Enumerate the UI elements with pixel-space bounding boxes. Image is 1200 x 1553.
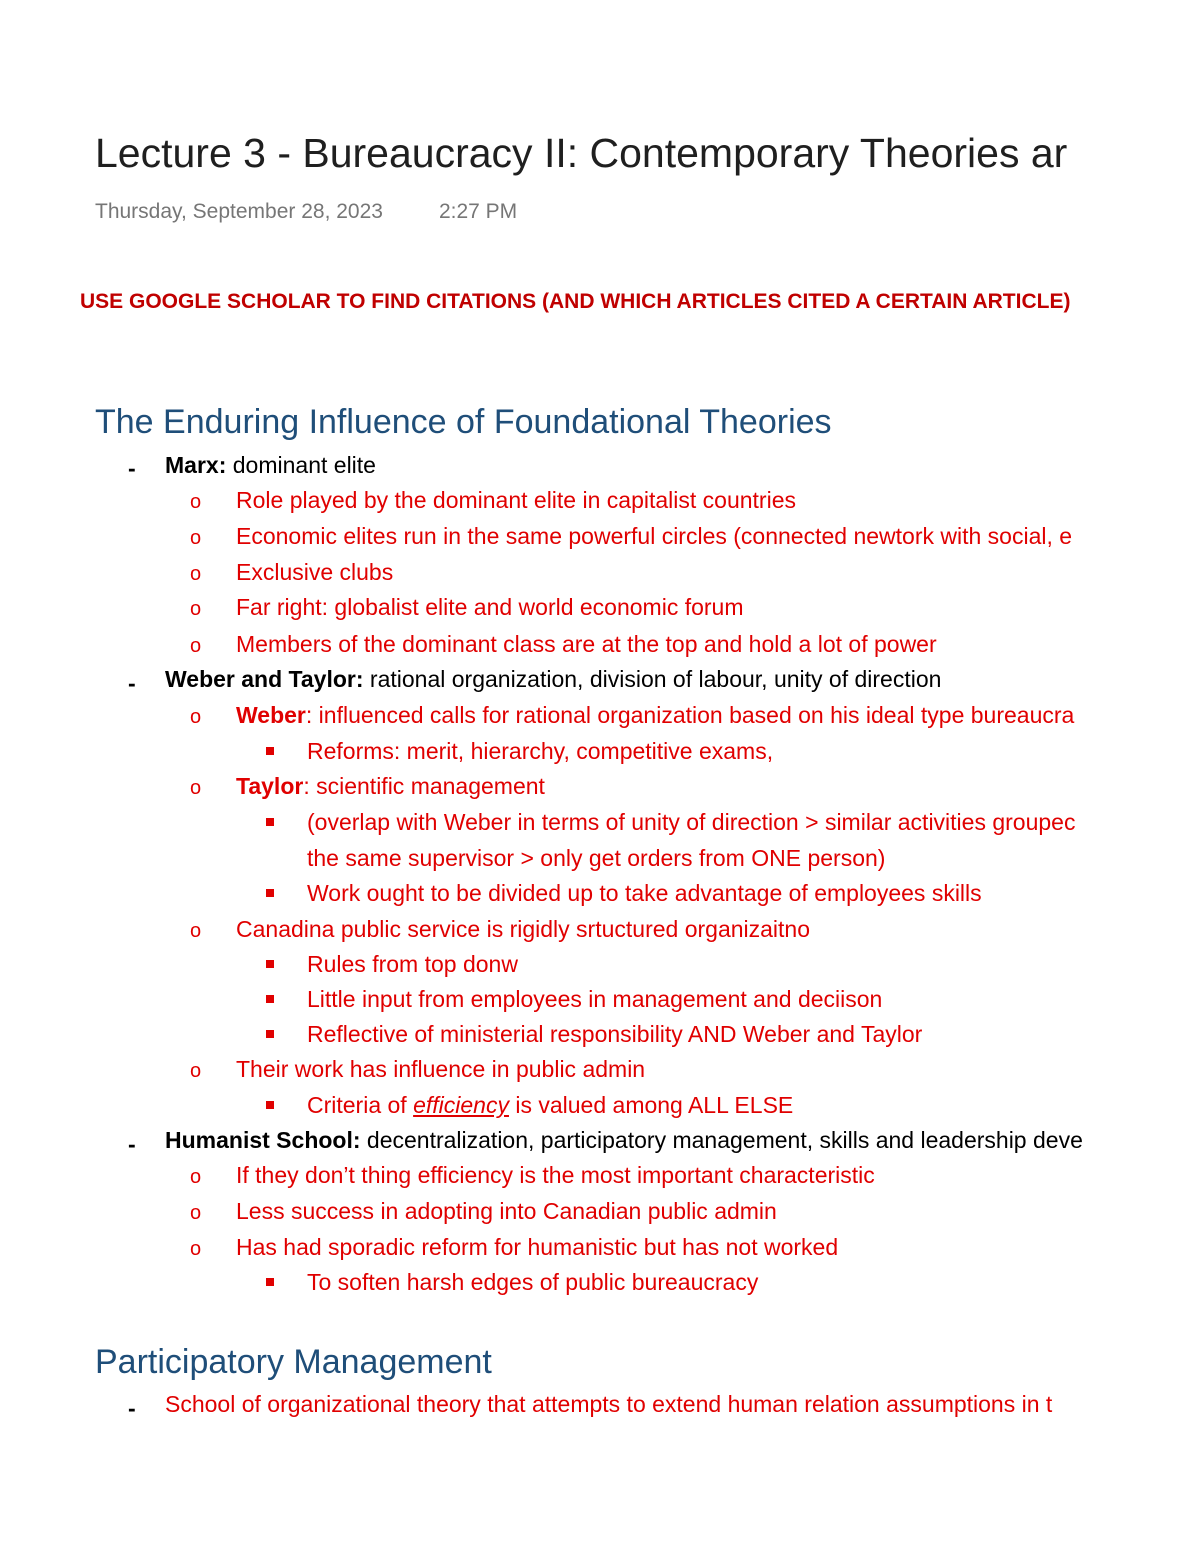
circle-bullet: o <box>190 1238 202 1260</box>
list-item: Economic elites run in the same powerful circles (connected newtork with social, e <box>236 523 1073 549</box>
list-item: Reflective of ministerial responsibility AND Weber and Taylor <box>307 1021 923 1047</box>
weber-taylor-label: Weber and Taylor: <box>165 666 364 692</box>
list-item: Rules from top donw <box>307 951 518 977</box>
note-timestamp <box>95 200 517 224</box>
circle-bullet: o <box>190 491 202 513</box>
note-time: 2:27 PM <box>438 200 518 223</box>
square-bullet <box>266 747 274 755</box>
weber-text: : influenced calls for rational organization based on his ideal type bureaucra <box>305 702 1075 728</box>
list-item: Work ought to be divided up to take advantage of employees skills <box>307 880 982 906</box>
circle-bullet: o <box>190 563 202 585</box>
taylor-label: Taylor <box>236 773 304 799</box>
circle-bullet: o <box>190 1202 202 1224</box>
taylor-text: : scientific management <box>303 773 545 799</box>
list-item-weber <box>236 702 1074 730</box>
circle-bullet: o <box>190 1166 202 1188</box>
list-item: To soften harsh edges of public bureaucracy <box>307 1269 759 1295</box>
dash-bullet: - <box>128 1131 136 1157</box>
page-title: Lecture 3 - Bureaucracy II: Contemporary Theories ar <box>95 130 1068 176</box>
criteria-pre: Criteria of <box>307 1092 414 1118</box>
dash-bullet: - <box>128 1395 136 1421</box>
criteria-post: is valued among ALL ELSE <box>508 1092 794 1118</box>
list-item-marx: Marx: dominant elite <box>165 452 376 478</box>
square-bullet <box>266 818 274 826</box>
square-bullet <box>266 995 274 1003</box>
circle-bullet: o <box>190 635 202 657</box>
square-bullet <box>266 1030 274 1038</box>
list-item-humanist <box>165 1127 1083 1155</box>
note-date: Thursday, September 28, 2023 <box>95 200 383 223</box>
square-bullet <box>266 1278 274 1286</box>
section-heading-foundational: The Enduring Influence of Foundational Theories <box>95 403 832 441</box>
list-item-weber-taylor <box>165 666 941 694</box>
section-heading-participatory: Participatory Management <box>95 1343 492 1381</box>
circle-bullet: o <box>190 920 202 942</box>
list-item: If they don’t thing efficiency is the most important characteristic <box>236 1162 875 1188</box>
banner-note: USE GOOGLE SCHOLAR TO FIND CITATIONS (AND WHICH ARTICLES CITED A CERTAIN ARTICLE) <box>80 290 1071 313</box>
list-item: (overlap with Weber in terms of unity of direction > similar activities groupec <box>307 809 1076 835</box>
list-item: Members of the dominant class are at the top and hold a lot of power <box>236 631 937 657</box>
list-item: Far right: globalist elite and world economic forum <box>236 594 744 620</box>
list-item-criteria <box>307 1092 793 1120</box>
list-item: Canadina public service is rigidly srtuctured organizaitno <box>236 916 811 942</box>
square-bullet <box>266 1101 274 1109</box>
list-item: Little input from employees in management and deciison <box>307 986 883 1012</box>
list-item: Their work has influence in public admin <box>236 1056 646 1082</box>
list-item-taylor <box>236 773 545 801</box>
circle-bullet: o <box>190 598 202 620</box>
list-item: Has had sporadic reform for humanistic but has not worked <box>236 1234 839 1260</box>
marx-text: dominant elite <box>232 452 376 478</box>
list-item-continuation: the same supervisor > only get orders from ONE person) <box>307 845 886 871</box>
list-item: Exclusive clubs <box>236 559 394 585</box>
list-item: Role played by the dominant elite in capitalist countries <box>236 487 796 513</box>
weber-label: Weber <box>236 702 306 728</box>
square-bullet <box>266 889 274 897</box>
circle-bullet: o <box>190 1060 202 1082</box>
list-item: School of organizational theory that attempts to extend human relation assumptions in t <box>165 1391 1053 1417</box>
weber-taylor-text: rational organization, division of labour, unity of direction <box>369 666 942 692</box>
marx-label: Marx <box>165 452 219 478</box>
dash-bullet: - <box>128 455 136 481</box>
criteria-emphasis: efficiency <box>413 1092 509 1118</box>
list-item: Reforms: merit, hierarchy, competitive exams, <box>307 738 774 764</box>
square-bullet <box>266 960 274 968</box>
list-item: Less success in adopting into Canadian public admin <box>236 1198 777 1224</box>
humanist-label: Humanist School: <box>165 1127 361 1153</box>
circle-bullet: o <box>190 777 202 799</box>
dash-bullet: - <box>128 670 136 696</box>
circle-bullet: o <box>190 527 202 549</box>
humanist-text: decentralization, participatory management, skills and leadership deve <box>366 1127 1083 1153</box>
circle-bullet: o <box>190 706 202 728</box>
